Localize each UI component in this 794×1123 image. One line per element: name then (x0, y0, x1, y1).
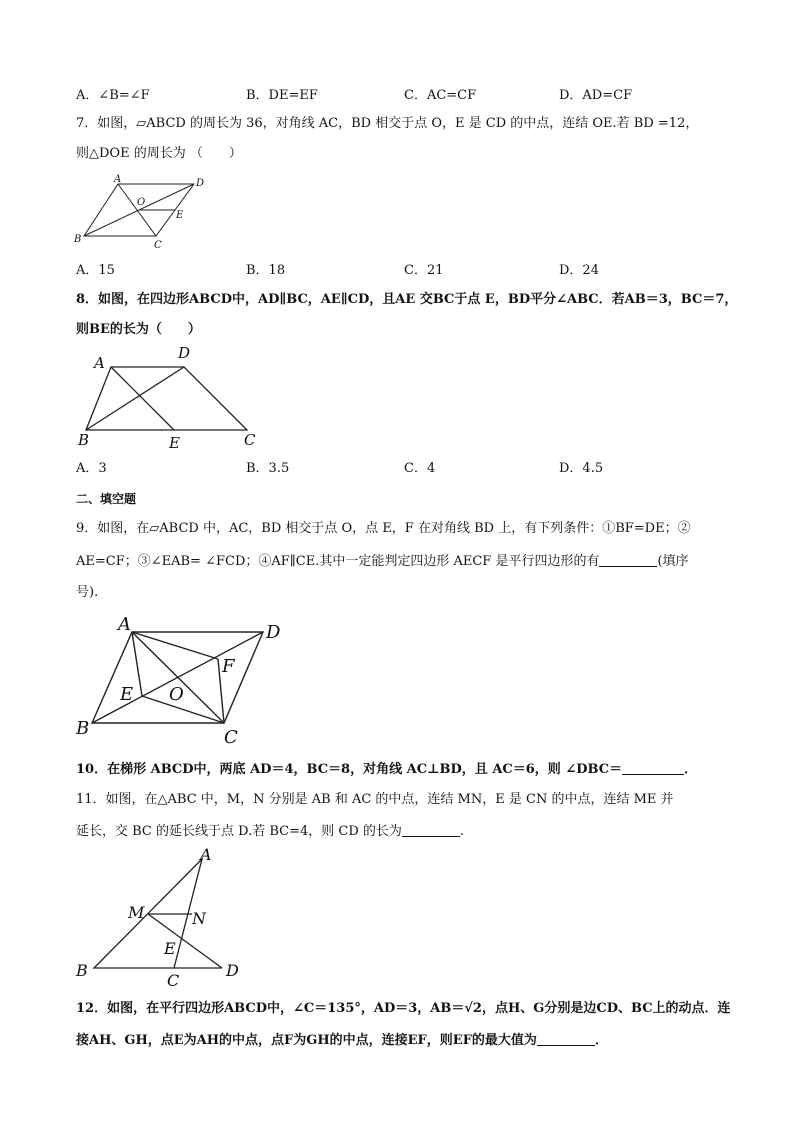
q11-label-b: B (76, 961, 88, 980)
q10-stem (76, 760, 697, 779)
q11-label-c: C (167, 971, 180, 990)
q11-stem-line1: 11．如图，在△ABC 中，M，N 分别是 AB 和 AC 的中点，连结 MN，E 是 CN 的中点，连结 ME 并 (76, 792, 674, 807)
q7-option-c: C．21 (404, 263, 444, 278)
q11-label-e: E (164, 939, 176, 958)
q6-option-d: D．AD=CF (559, 88, 633, 103)
q11-label-m: M (128, 903, 145, 922)
q12-stem-line1: 12．如图，在平行四边形ABCD中，∠C＝135°，AD＝3，AB＝√2，点H、G分别是边CD、BC上的动点．连 (76, 1001, 731, 1016)
q6-option-b: B．DE=EF (246, 88, 318, 103)
q7-stem-line2: 则△DOE 的周长为 （ ） (76, 146, 242, 161)
q12-stem-line2 (76, 1031, 608, 1050)
q9-stem-line2-text: AE=CF；③∠EAB= ∠FCD；④AF∥CE.其中一定能判定四边形 AECF 是平行四边形的有 (76, 554, 600, 569)
q7-label-d: D (196, 178, 205, 189)
q8-label-c: C (244, 431, 256, 449)
q11-answer-blank[interactable] (402, 822, 460, 837)
q11-stem-line2-end: . (459, 824, 465, 839)
q11-label-n: N (192, 909, 206, 928)
q9-label-a: A (118, 614, 131, 635)
q7-label-a: A (114, 174, 122, 185)
section-title: 二、填空题 (76, 492, 137, 506)
q10-stem-text: 10．在梯形 ABCD中，两底 AD＝4，BC＝8，对角线 AC⊥BD，且 AC＝6，则 ∠DBC＝ (76, 762, 623, 777)
q8-label-b: B (78, 431, 90, 449)
q9-stem-line2 (76, 552, 689, 571)
q7-label-c: C (154, 240, 162, 251)
q7-option-d: D．24 (559, 263, 599, 278)
q8-option-b: B．3.5 (246, 461, 290, 476)
q8-figure (74, 344, 274, 454)
q12-answer-blank[interactable] (537, 1031, 595, 1046)
q9-stem-line2-tail: (填序 (657, 554, 689, 569)
q6-option-a: A．∠B=∠F (76, 88, 150, 103)
q7-option-a: A．15 (76, 263, 115, 278)
q12-stem-line2-end: ． (594, 1033, 608, 1048)
q7-stem-line1: 7．如图，▱ABCD 的周长为 36，对角线 AC，BD 相交于点 O，E 是 CD 的中点，连结 OE.若 BD =12， (76, 116, 699, 131)
q9-label-c: C (224, 727, 238, 748)
q9-stem-line1: 9．如图，在▱ABCD 中，AC，BD 相交于点 O，点 E，F 在对角线 BD 上，有下列条件：①BF=DE；② (76, 521, 691, 536)
q11-label-d: D (226, 961, 239, 980)
q7-options (76, 259, 716, 277)
q8-option-c: C．4 (404, 461, 436, 476)
q8-label-e: E (169, 434, 180, 452)
q9-label-o: O (169, 684, 184, 705)
q8-options (76, 457, 716, 475)
q10-stem-end: ． (684, 762, 698, 777)
q9-label-f: F (222, 656, 235, 677)
q7-option-b: B．18 (246, 263, 286, 278)
q7-label-o: O (137, 197, 146, 208)
q11-figure (74, 845, 264, 990)
q6-options (76, 84, 716, 102)
q9-stem-line3: 号). (76, 585, 99, 600)
q6-option-c: C．AC=CF (404, 88, 477, 103)
q11-stem-line2 (76, 822, 464, 841)
q11-stem-line2-text: 延长，交 BC 的延长线于点 D.若 BC=4，则 CD 的长为 (76, 824, 402, 839)
q10-answer-blank[interactable] (622, 760, 684, 775)
q9-label-b: B (76, 718, 90, 739)
q7-label-b: B (74, 234, 82, 245)
q12-stem-line2-text: 接AH、GH，点E为AH的中点，点F为GH的中点，连接EF，则EF的最大值为 (76, 1033, 537, 1048)
q9-label-e: E (120, 684, 134, 705)
q8-stem-line2: 则BE的长为（ ） (76, 322, 201, 337)
q9-figure (74, 612, 294, 747)
q7-label-e: E (176, 210, 184, 221)
q9-answer-blank[interactable] (599, 552, 657, 567)
q8-option-a: A．3 (76, 461, 107, 476)
q11-label-a: A (200, 845, 212, 864)
q9-label-d: D (266, 622, 281, 643)
q7-figure (74, 172, 214, 252)
q8-label-d: D (178, 344, 191, 362)
q8-stem-line1: 8．如图，在四边形ABCD中，AD∥BC，AE∥CD，且AE 交BC于点 E，BD平分∠ABC．若AB＝3，BC＝7， (76, 292, 738, 307)
q8-option-d: D．4.5 (559, 461, 604, 476)
q8-label-a: A (94, 354, 105, 372)
